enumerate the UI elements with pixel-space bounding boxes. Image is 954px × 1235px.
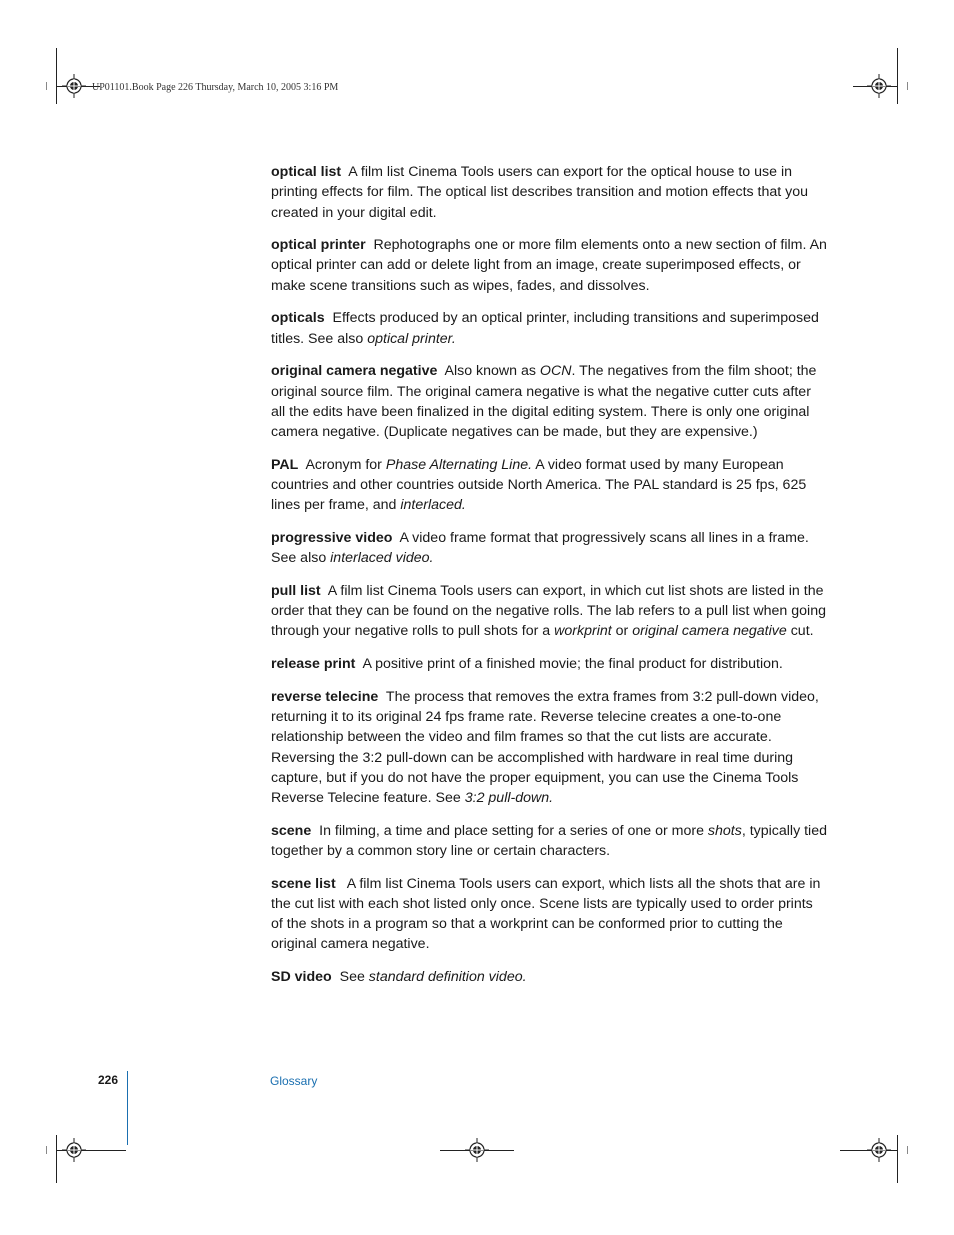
definition-text: Effects produced by an optical printer, including transitions and superimposed titles. See also (271, 310, 819, 347)
glossary-entry (271, 361, 827, 442)
cross-reference: standard definition video. (368, 969, 527, 986)
glossary-entry (271, 235, 827, 296)
glossary-term: release print (271, 656, 356, 673)
print-slug: UP01101.Book Page 226 Thursday, March 10, 2005 3:16 PM (92, 82, 339, 93)
definition-text: In filming, a time and place setting for a series of one or more (319, 822, 708, 839)
definition-text: A positive print of a finished movie; the final product for distribution. (362, 656, 783, 673)
cross-reference: original camera negative (632, 623, 787, 640)
cross-reference: Phase Alternating Line. (385, 456, 533, 473)
glossary-entry (271, 528, 827, 569)
cross-reference: OCN (539, 363, 572, 380)
glossary-entry (271, 967, 827, 987)
cross-reference: workprint (554, 623, 612, 640)
registration-mark-icon (867, 74, 891, 98)
cross-reference: shots (707, 822, 742, 839)
cross-reference: optical printer. (367, 330, 456, 347)
cross-reference: 3:2 pull-down. (464, 790, 554, 807)
definition-text: A film list Cinema Tools users can export, in which cut list shots are listed in the order that they can be found on the negative rolls. The lab refers to a pull list when going through your negative rolls to pull shots for a (271, 582, 826, 640)
glossary-entry (271, 687, 827, 809)
definition-text: See (339, 969, 369, 986)
glossary-term: PAL (271, 456, 299, 473)
glossary-term: optical printer (271, 237, 366, 254)
definition-text: Also known as (444, 363, 540, 380)
glossary-term: progressive video (271, 529, 393, 546)
definition-text: The process that removes the extra frames from 3:2 pull-down video, returning it to its original 24 fps frame rate. Reverse telecine creates a one-to-one relationship between the video and film frames so that the cut lists are accurate. Reversing the 3:2 pull-down can be accomplished with hardware in real time during capture, but if you do not have the proper equipment, you can use the Cinema Tools Reverse Telecine feature. See (271, 688, 819, 807)
definition-text: A video frame format that progressively scans all lines in a frame. See also (271, 529, 809, 567)
definition-text: Rephotographs one or more film elements onto a new section of film. An optical printer can add or delete light from an image, create superimposed effects, or make scene transitions such as wipes, fades, and dissolves. (271, 237, 827, 294)
definition-text: cut. (786, 623, 814, 640)
section-name: Glossary (270, 1074, 318, 1088)
glossary-entry (271, 455, 827, 516)
glossary-term: original camera negative (271, 363, 438, 380)
page-number: 226 (98, 1073, 119, 1087)
definition-text: A video format used by many European countries and other countries outside North America. The PAL standard is 25 fps, 625 lines per frame, and (271, 456, 807, 514)
definition-text: . The negatives from the film shoot; the original source film. The original camera negative is what the negative cutter cuts after all the edits have been finalized in the digital editing system. There is only one original camera negative. (Duplicate negatives can be made, but they are expensive.) (271, 363, 817, 441)
glossary-term: opticals (271, 310, 325, 327)
glossary-entry (271, 874, 827, 955)
glossary-term: SD video (271, 969, 332, 986)
glossary-entries (271, 162, 827, 1000)
glossary-term: optical list (271, 164, 342, 180)
definition-text: A film list Cinema Tools users can export, which lists all the shots that are in the cut list with each shot listed only once. Scene lists are typically used to order prints of the shots in a program so that a workprint can be conformed prior to cutting the original camera negative. (271, 875, 821, 953)
glossary-entry (271, 654, 827, 674)
glossary-entry (271, 581, 827, 642)
registration-mark-icon (465, 1138, 489, 1162)
definition-text: A film list Cinema Tools users can export for the optical house to use in printing effects for film. The optical list describes transition and motion effects that you created in your digital edit. (271, 164, 809, 221)
registration-mark-icon (62, 1138, 86, 1162)
glossary-term: scene list (271, 875, 336, 892)
definition-text: Acronym for (305, 456, 386, 473)
definition-text: , typically tied together by a common story line or certain characters. (271, 822, 827, 859)
cross-reference: interlaced video. (330, 550, 434, 567)
glossary-term: scene (271, 822, 312, 839)
glossary-entry (271, 308, 827, 349)
registration-mark-icon (62, 74, 86, 98)
glossary-term: reverse telecine (271, 688, 379, 705)
registration-mark-icon (867, 1138, 891, 1162)
cross-reference: interlaced. (400, 497, 466, 514)
glossary-term: pull list (271, 582, 321, 599)
footer-divider (127, 1071, 128, 1145)
glossary-entry (271, 162, 827, 223)
glossary-entry (271, 821, 827, 862)
definition-text: or (611, 623, 633, 640)
